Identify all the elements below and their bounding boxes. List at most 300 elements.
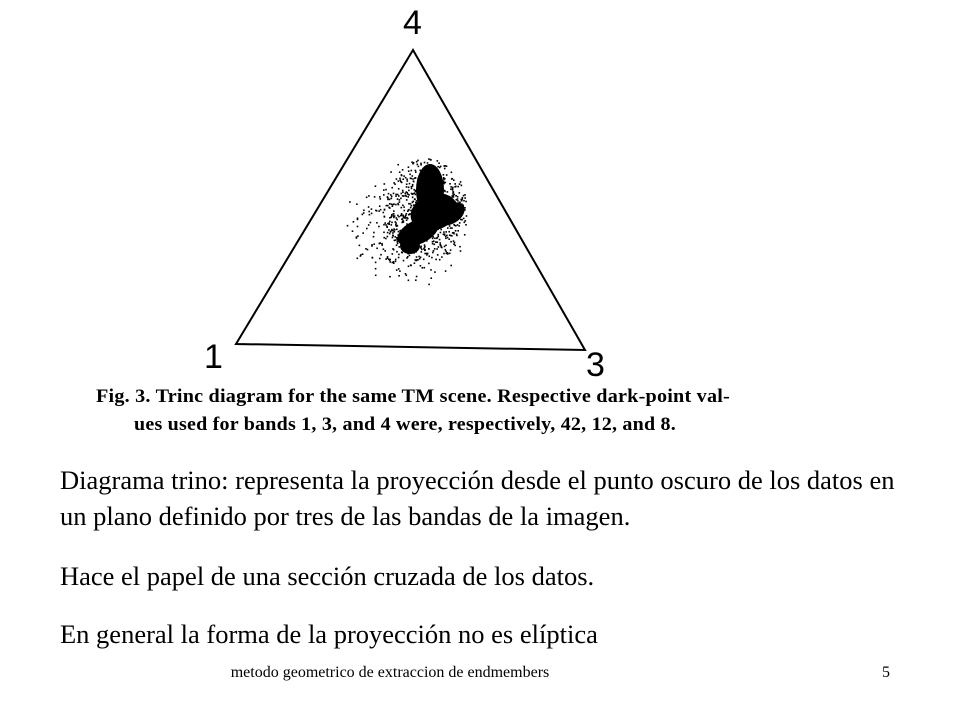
point-cloud-dot (449, 183, 451, 185)
point-cloud-dot (401, 207, 403, 209)
point-cloud-dot (420, 212, 422, 214)
point-cloud-dot (430, 277, 432, 279)
point-cloud-dot (432, 252, 434, 254)
point-cloud-dot (447, 200, 449, 202)
point-cloud-dot (416, 210, 418, 212)
point-cloud-dot (349, 201, 351, 203)
point-cloud-dot (370, 222, 372, 224)
point-cloud-dot (421, 192, 423, 194)
point-cloud-dot (363, 212, 365, 214)
point-cloud-dot (406, 186, 408, 188)
point-cloud-dot (365, 248, 367, 250)
point-cloud-dot (399, 201, 401, 203)
point-cloud-dot (453, 240, 455, 242)
point-cloud-dot (431, 211, 433, 213)
point-cloud-dot (391, 224, 393, 226)
point-cloud-dot (414, 216, 416, 218)
point-cloud-dot (408, 170, 410, 172)
point-cloud-dot (399, 230, 401, 232)
point-cloud-dot (434, 188, 436, 190)
point-cloud-dot (421, 249, 423, 251)
point-cloud-dot (458, 225, 460, 227)
point-cloud-dot (421, 181, 423, 183)
point-cloud-dot (443, 221, 445, 223)
point-cloud-dot (463, 218, 465, 220)
point-cloud-dot (393, 261, 395, 263)
point-cloud-dot (384, 209, 386, 211)
point-cloud-dot (420, 207, 422, 209)
point-cloud-dot (457, 186, 459, 188)
point-cloud-dot (433, 227, 435, 229)
point-cloud-dot (415, 251, 417, 253)
point-cloud-dot (430, 169, 432, 171)
point-cloud-dot (394, 183, 396, 185)
point-cloud-dot (455, 195, 457, 197)
point-cloud-dot (427, 162, 429, 164)
point-cloud-dot (422, 197, 424, 199)
point-cloud-dot (442, 198, 444, 200)
point-cloud-dot (445, 220, 447, 222)
point-cloud-dot (438, 210, 440, 212)
point-cloud-dot (397, 239, 399, 241)
point-cloud-dot (453, 203, 455, 205)
point-cloud-dot (411, 170, 413, 172)
figure-caption-line-1: Fig. 3. Trinc diagram for the same TM scene. Respective dark-point val- (96, 386, 730, 407)
point-cloud-dot (446, 235, 448, 237)
slide-number: 5 (882, 664, 890, 681)
point-cloud-dot (459, 201, 461, 203)
point-cloud-dot (411, 161, 413, 163)
point-cloud-dot (409, 255, 411, 257)
point-cloud-dot (403, 175, 405, 177)
point-cloud-dot (415, 202, 417, 204)
point-cloud-dot (403, 230, 405, 232)
point-cloud-dot (429, 204, 431, 206)
point-cloud-dot (432, 243, 434, 245)
point-cloud-dot (413, 181, 415, 183)
point-cloud-dot (399, 235, 401, 237)
point-cloud-dot (455, 186, 457, 188)
point-cloud-dot (405, 248, 407, 250)
point-cloud-dot (410, 230, 412, 232)
point-cloud-dot (428, 206, 430, 208)
point-cloud-dot (434, 271, 436, 273)
point-cloud-dot (393, 213, 395, 215)
point-cloud-dot (447, 191, 449, 193)
point-cloud-dot (435, 184, 437, 186)
point-cloud-dot (459, 222, 461, 224)
point-cloud-dot (391, 203, 393, 205)
point-cloud-dot (444, 234, 446, 236)
point-cloud-dot (429, 178, 431, 180)
point-cloud-dot (405, 214, 407, 216)
point-cloud-dot (452, 220, 454, 222)
point-cloud-dot (437, 241, 439, 243)
point-cloud-dot (405, 273, 407, 275)
point-cloud-dot (420, 220, 422, 222)
point-cloud-dot (414, 240, 416, 242)
point-cloud-dot (450, 202, 452, 204)
point-cloud-dot (396, 269, 398, 271)
point-cloud-dot (434, 248, 436, 250)
point-cloud-dot (412, 213, 414, 215)
point-cloud-dot (408, 166, 410, 168)
point-cloud-dot (415, 279, 417, 281)
point-cloud-dot (445, 251, 447, 253)
point-cloud-dot (399, 178, 401, 180)
point-cloud-dot (439, 174, 441, 176)
point-cloud-dot (429, 255, 431, 257)
body-paragraph-cross-section (60, 558, 920, 594)
point-cloud-dot (426, 167, 428, 169)
point-cloud-dot (430, 214, 432, 216)
point-cloud-dot (465, 220, 467, 222)
point-cloud-dot (401, 182, 403, 184)
point-cloud-dot (402, 239, 404, 241)
point-cloud-dot (417, 178, 419, 180)
point-cloud-dot (403, 260, 405, 262)
point-cloud-dot (373, 243, 375, 245)
point-cloud-dot (411, 217, 413, 219)
point-cloud-dot (417, 229, 419, 231)
point-cloud-dot (433, 195, 435, 197)
point-cloud-dot (404, 241, 406, 243)
point-cloud-dot (454, 183, 456, 185)
point-cloud-dot (407, 193, 409, 195)
point-cloud-dot (450, 241, 452, 243)
point-cloud-dot (449, 253, 451, 255)
point-cloud-dot (434, 216, 436, 218)
point-cloud-dot (461, 219, 463, 221)
point-cloud-dot (376, 222, 378, 224)
point-cloud-dot (430, 269, 432, 271)
point-cloud-dot (428, 284, 430, 286)
point-cloud-dot (424, 253, 426, 255)
point-cloud-dot (411, 227, 413, 229)
point-cloud-dot (429, 225, 431, 227)
point-cloud-dot (412, 178, 414, 180)
point-cloud-dot (437, 160, 439, 162)
point-cloud-dot (406, 192, 408, 194)
point-cloud-dot (412, 220, 414, 222)
point-cloud-dot (396, 251, 398, 253)
point-cloud-dot (409, 234, 411, 236)
point-cloud-dot (393, 203, 395, 205)
point-cloud-dot (443, 253, 445, 255)
point-cloud-dot (411, 237, 413, 239)
point-cloud-dot (419, 258, 421, 260)
point-cloud-dot (406, 199, 408, 201)
point-cloud-dot (453, 211, 455, 213)
point-cloud-dot (395, 224, 397, 226)
point-cloud-dot (437, 199, 439, 201)
point-cloud-dot (457, 230, 459, 232)
point-cloud-dot (407, 228, 409, 230)
point-cloud-dot (405, 177, 407, 179)
point-cloud-dot (402, 191, 404, 193)
point-cloud-dot (411, 242, 413, 244)
point-cloud-dot (391, 216, 393, 218)
point-cloud-dot (347, 225, 349, 227)
point-cloud-dot (371, 213, 373, 215)
point-cloud-dot (443, 215, 445, 217)
point-cloud-dot (397, 243, 399, 245)
point-cloud-dot (385, 238, 387, 240)
point-cloud-dot (462, 205, 464, 207)
point-cloud-dot (435, 241, 437, 243)
point-cloud-dot (436, 196, 438, 198)
point-cloud-dot (444, 246, 446, 248)
point-cloud-dot (403, 206, 405, 208)
paragraph-text: En general la forma de la proyección no es elíptica (60, 619, 598, 649)
point-cloud-dot (459, 192, 461, 194)
point-cloud-dot (388, 258, 390, 260)
point-cloud-dot (398, 216, 400, 218)
point-cloud-dot (459, 215, 461, 217)
point-cloud-dot (405, 234, 407, 236)
point-cloud-dot (395, 204, 397, 206)
point-cloud-dot (449, 212, 451, 214)
point-cloud-dot (442, 205, 444, 207)
point-cloud-dot (430, 159, 432, 161)
point-cloud-dot (386, 226, 388, 228)
point-cloud-dot (466, 215, 468, 217)
point-cloud-dot (422, 236, 424, 238)
point-cloud-dot (402, 169, 404, 171)
point-cloud-dot (465, 201, 467, 203)
point-cloud-dot (424, 249, 426, 251)
point-cloud-dot (452, 214, 454, 216)
point-cloud-dot (411, 205, 413, 207)
point-cloud-dot (393, 215, 395, 217)
point-cloud-dot (362, 232, 364, 234)
point-cloud-dot (452, 199, 454, 201)
point-cloud-dot (384, 222, 386, 224)
point-cloud-dot (402, 252, 404, 254)
point-cloud-dot (461, 185, 463, 187)
point-cloud-dot (438, 180, 440, 182)
point-cloud-dot (452, 189, 454, 191)
point-cloud-dot (391, 198, 393, 200)
point-cloud-dot (426, 228, 428, 230)
point-cloud-dot (425, 207, 427, 209)
point-cloud-dot (431, 209, 433, 211)
point-cloud-dot (416, 276, 418, 278)
point-cloud-dot (423, 259, 425, 261)
point-cloud-dot (371, 245, 373, 247)
data-point-cloud (347, 158, 469, 285)
point-cloud-dot (397, 225, 399, 227)
point-cloud-dot (392, 253, 394, 255)
point-cloud-dot (465, 224, 467, 226)
point-cloud-dot (366, 197, 368, 199)
point-cloud-dot (424, 267, 426, 269)
point-cloud-dot (454, 242, 456, 244)
point-cloud-dot (400, 179, 402, 181)
point-cloud-dot (417, 183, 419, 185)
point-cloud-dot (412, 185, 414, 187)
point-cloud-dot (453, 179, 455, 181)
point-cloud-dot (461, 207, 463, 209)
point-cloud-dot (405, 228, 407, 230)
point-cloud-dot (426, 192, 428, 194)
point-cloud-dot (435, 219, 437, 221)
point-cloud-dot (383, 232, 385, 234)
point-cloud-dot (398, 257, 400, 259)
point-cloud-dot (367, 249, 369, 251)
point-cloud-dot (428, 158, 430, 160)
point-cloud-dot (457, 200, 459, 202)
point-cloud-dot (433, 180, 435, 182)
point-cloud-dot (425, 212, 427, 214)
point-cloud-dot (456, 235, 458, 237)
point-cloud-dot (432, 186, 434, 188)
point-cloud-dot (418, 236, 420, 238)
point-cloud-dot (398, 231, 400, 233)
point-cloud-dot (389, 261, 391, 263)
point-cloud-dot (375, 275, 377, 277)
point-cloud-dot (416, 242, 418, 244)
point-cloud-dot (373, 232, 375, 234)
point-cloud-dot (387, 205, 389, 207)
point-cloud-dot (423, 240, 425, 242)
figure-caption-line-2: ues used for bands 1, 3, and 4 were, respectively, 42, 12, and 8. (134, 414, 676, 435)
point-cloud-dot (446, 212, 448, 214)
point-cloud-dot (398, 246, 400, 248)
point-cloud-dot (408, 203, 410, 205)
point-cloud-dot (451, 172, 453, 174)
point-cloud-dot (419, 224, 421, 226)
point-cloud-dot (443, 180, 445, 182)
point-cloud-dot (396, 178, 398, 180)
point-cloud-dot (397, 203, 399, 205)
point-cloud-dot (425, 216, 427, 218)
point-cloud-dot (447, 227, 449, 229)
point-cloud-dot (416, 216, 418, 218)
point-cloud-dot (353, 221, 355, 223)
point-cloud-dot (447, 223, 449, 225)
point-cloud-dot (394, 229, 396, 231)
point-cloud-dot (376, 248, 378, 250)
point-cloud-dot (408, 250, 410, 252)
point-cloud-dot (435, 205, 437, 207)
point-cloud-dot (414, 198, 416, 200)
point-cloud-dot (392, 237, 394, 239)
point-cloud-dot (442, 194, 444, 196)
point-cloud-dot (450, 186, 452, 188)
point-cloud-dot (420, 185, 422, 187)
point-cloud-dot (457, 198, 459, 200)
point-cloud-dot (421, 238, 423, 240)
point-cloud-dot (433, 187, 435, 189)
point-cloud-dot (395, 195, 397, 197)
point-cloud-dot (425, 189, 427, 191)
point-cloud-dot (415, 171, 417, 173)
point-cloud-dot (443, 183, 445, 185)
point-cloud-dot (459, 183, 461, 185)
point-cloud-dot (463, 195, 465, 197)
point-cloud-dot (372, 257, 374, 259)
point-cloud-dot (383, 194, 385, 196)
point-cloud-dot (406, 219, 408, 221)
point-cloud-dot (456, 205, 458, 207)
point-cloud-dot (434, 244, 436, 246)
point-cloud-dot (412, 193, 414, 195)
point-cloud-dot (454, 245, 456, 247)
point-cloud-dot (362, 253, 364, 255)
point-cloud-dot (437, 237, 439, 239)
point-cloud-dot (390, 171, 392, 173)
point-cloud-dot (436, 248, 438, 250)
point-cloud-dot (437, 204, 439, 206)
point-cloud-dot (434, 197, 436, 199)
point-cloud-dot (449, 225, 451, 227)
point-cloud-dot (435, 211, 437, 213)
point-cloud-dot (448, 201, 450, 203)
point-cloud-dot (450, 249, 452, 251)
point-cloud-dot (432, 173, 434, 175)
point-cloud-dot (397, 240, 399, 242)
point-cloud-dot (430, 183, 432, 185)
point-cloud-dot (393, 262, 395, 264)
point-cloud-dot (391, 214, 393, 216)
point-cloud-dot (441, 256, 443, 258)
point-cloud-dot (363, 210, 365, 212)
point-cloud-dot (454, 204, 456, 206)
point-cloud-dot (443, 165, 445, 167)
point-cloud-dot (426, 254, 428, 256)
point-cloud-dot (436, 203, 438, 205)
point-cloud-dot (425, 182, 427, 184)
point-cloud-dot (391, 187, 393, 189)
point-cloud-dot (432, 214, 434, 216)
point-cloud-dot (410, 232, 412, 234)
point-cloud-dot (416, 218, 418, 220)
point-cloud-dot (359, 245, 361, 247)
point-cloud-dot (438, 246, 440, 248)
point-cloud-dot (447, 237, 449, 239)
point-cloud-dot (440, 229, 442, 231)
point-cloud-dot (406, 223, 408, 225)
point-cloud-dot (405, 217, 407, 219)
point-cloud-dot (388, 193, 390, 195)
point-cloud-dot (423, 184, 425, 186)
point-cloud-dot (407, 238, 409, 240)
point-cloud-dot (396, 219, 398, 221)
point-cloud-dot (423, 210, 425, 212)
point-cloud-dot (454, 225, 456, 227)
point-cloud-dot (379, 242, 381, 244)
point-cloud-dot (460, 250, 462, 252)
point-cloud-dot (420, 265, 422, 267)
point-cloud-dot (422, 202, 424, 204)
point-cloud-dot (408, 232, 410, 234)
point-cloud-dot (402, 190, 404, 192)
point-cloud-dot (375, 262, 377, 264)
point-cloud-dot (429, 198, 431, 200)
point-cloud-dot (422, 267, 424, 269)
point-cloud-dot (440, 212, 442, 214)
point-cloud-dot (373, 236, 375, 238)
point-cloud-dot (431, 257, 433, 259)
point-cloud-dot (385, 189, 387, 191)
point-cloud-dot (424, 172, 426, 174)
point-cloud-dot (366, 228, 368, 230)
point-cloud-dot (360, 254, 362, 256)
point-cloud-dot (398, 254, 400, 256)
point-cloud-dot (448, 238, 450, 240)
point-cloud-dot (414, 178, 416, 180)
